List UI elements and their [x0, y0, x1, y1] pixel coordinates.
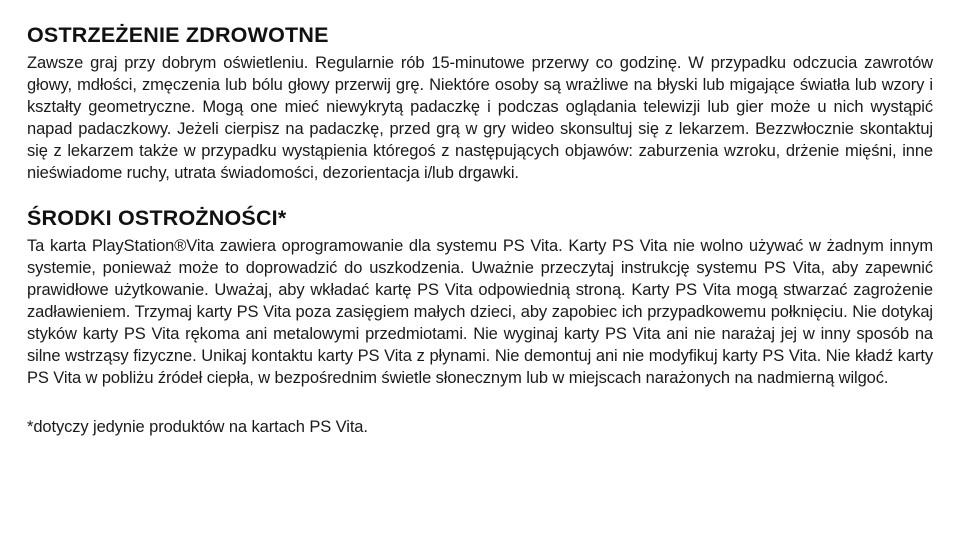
precautions-heading: ŚRODKI OSTROŻNOŚCI* [27, 206, 287, 230]
health-warning-heading: OSTRZEŻENIE ZDROWOTNE [27, 23, 329, 47]
section-precautions [27, 205, 933, 389]
health-warning-body: Zawsze graj przy dobrym oświetleniu. Regularnie rób 15-minutowe przerwy co godzinę. W przypadku odczucia zawrotów głowy, mdłości, zmęczenia lub bólu głowy przerwij grę. Niektóre osoby są wrażliwe na błyski lub migające światła lub wzory i kształty geometryczne. Mogą one mieć niewykrytą padaczkę i podczas oglądania telewizji lub gier może u nich wystąpić napad padaczkowy. Jeżeli cierpisz na padaczkę, przed grą w gry wideo skonsultuj się z lekarzem. Bezzwłocznie skontaktuj się z lekarzem także w przypadku wystąpienia któregoś z następujących objawów: zaburzenia wzroku, drżenie mięśni, inne nieświadome ruchy, utrata świadomości, dezorientacja i/lub drgawki. [27, 54, 933, 182]
precautions-body: Ta karta PlayStation®Vita zawiera oprogramowanie dla systemu PS Vita. Karty PS Vita nie wolno używać w żadnym innym systemie, ponieważ może to doprowadzić do uszkodzenia. Uważnie przeczytaj instrukcję systemu PS Vita, aby zapewnić prawidłowe użytkowanie. Uważaj, aby wkładać kartę PS Vita odpowiednią stroną. Karty PS Vita mogą stwarzać zagrożenie zadławieniem. Trzymaj karty PS Vita poza zasięgiem małych dzieci, aby zapobiec ich przypadkowemu połknięciu. Nie dotykaj styków karty PS Vita rękoma ani metalowymi przedmiotami. Nie wyginaj karty PS Vita ani nie narażaj jej w inny sposób na silne wstrząsy fizyczne. Unikaj kontaktu karty PS Vita z płynami. Nie demontuj ani nie modyfikuj karty PS Vita. Nie kładź karty PS Vita w pobliżu źródeł ciepła, w bezpośrednim świetle słonecznym lub w miejscach narażonych na nadmierną wilgoć. [27, 237, 933, 387]
section-health-warning [27, 22, 933, 184]
footnote: *dotyczy jedynie produktów na kartach PS Vita. [27, 418, 368, 436]
